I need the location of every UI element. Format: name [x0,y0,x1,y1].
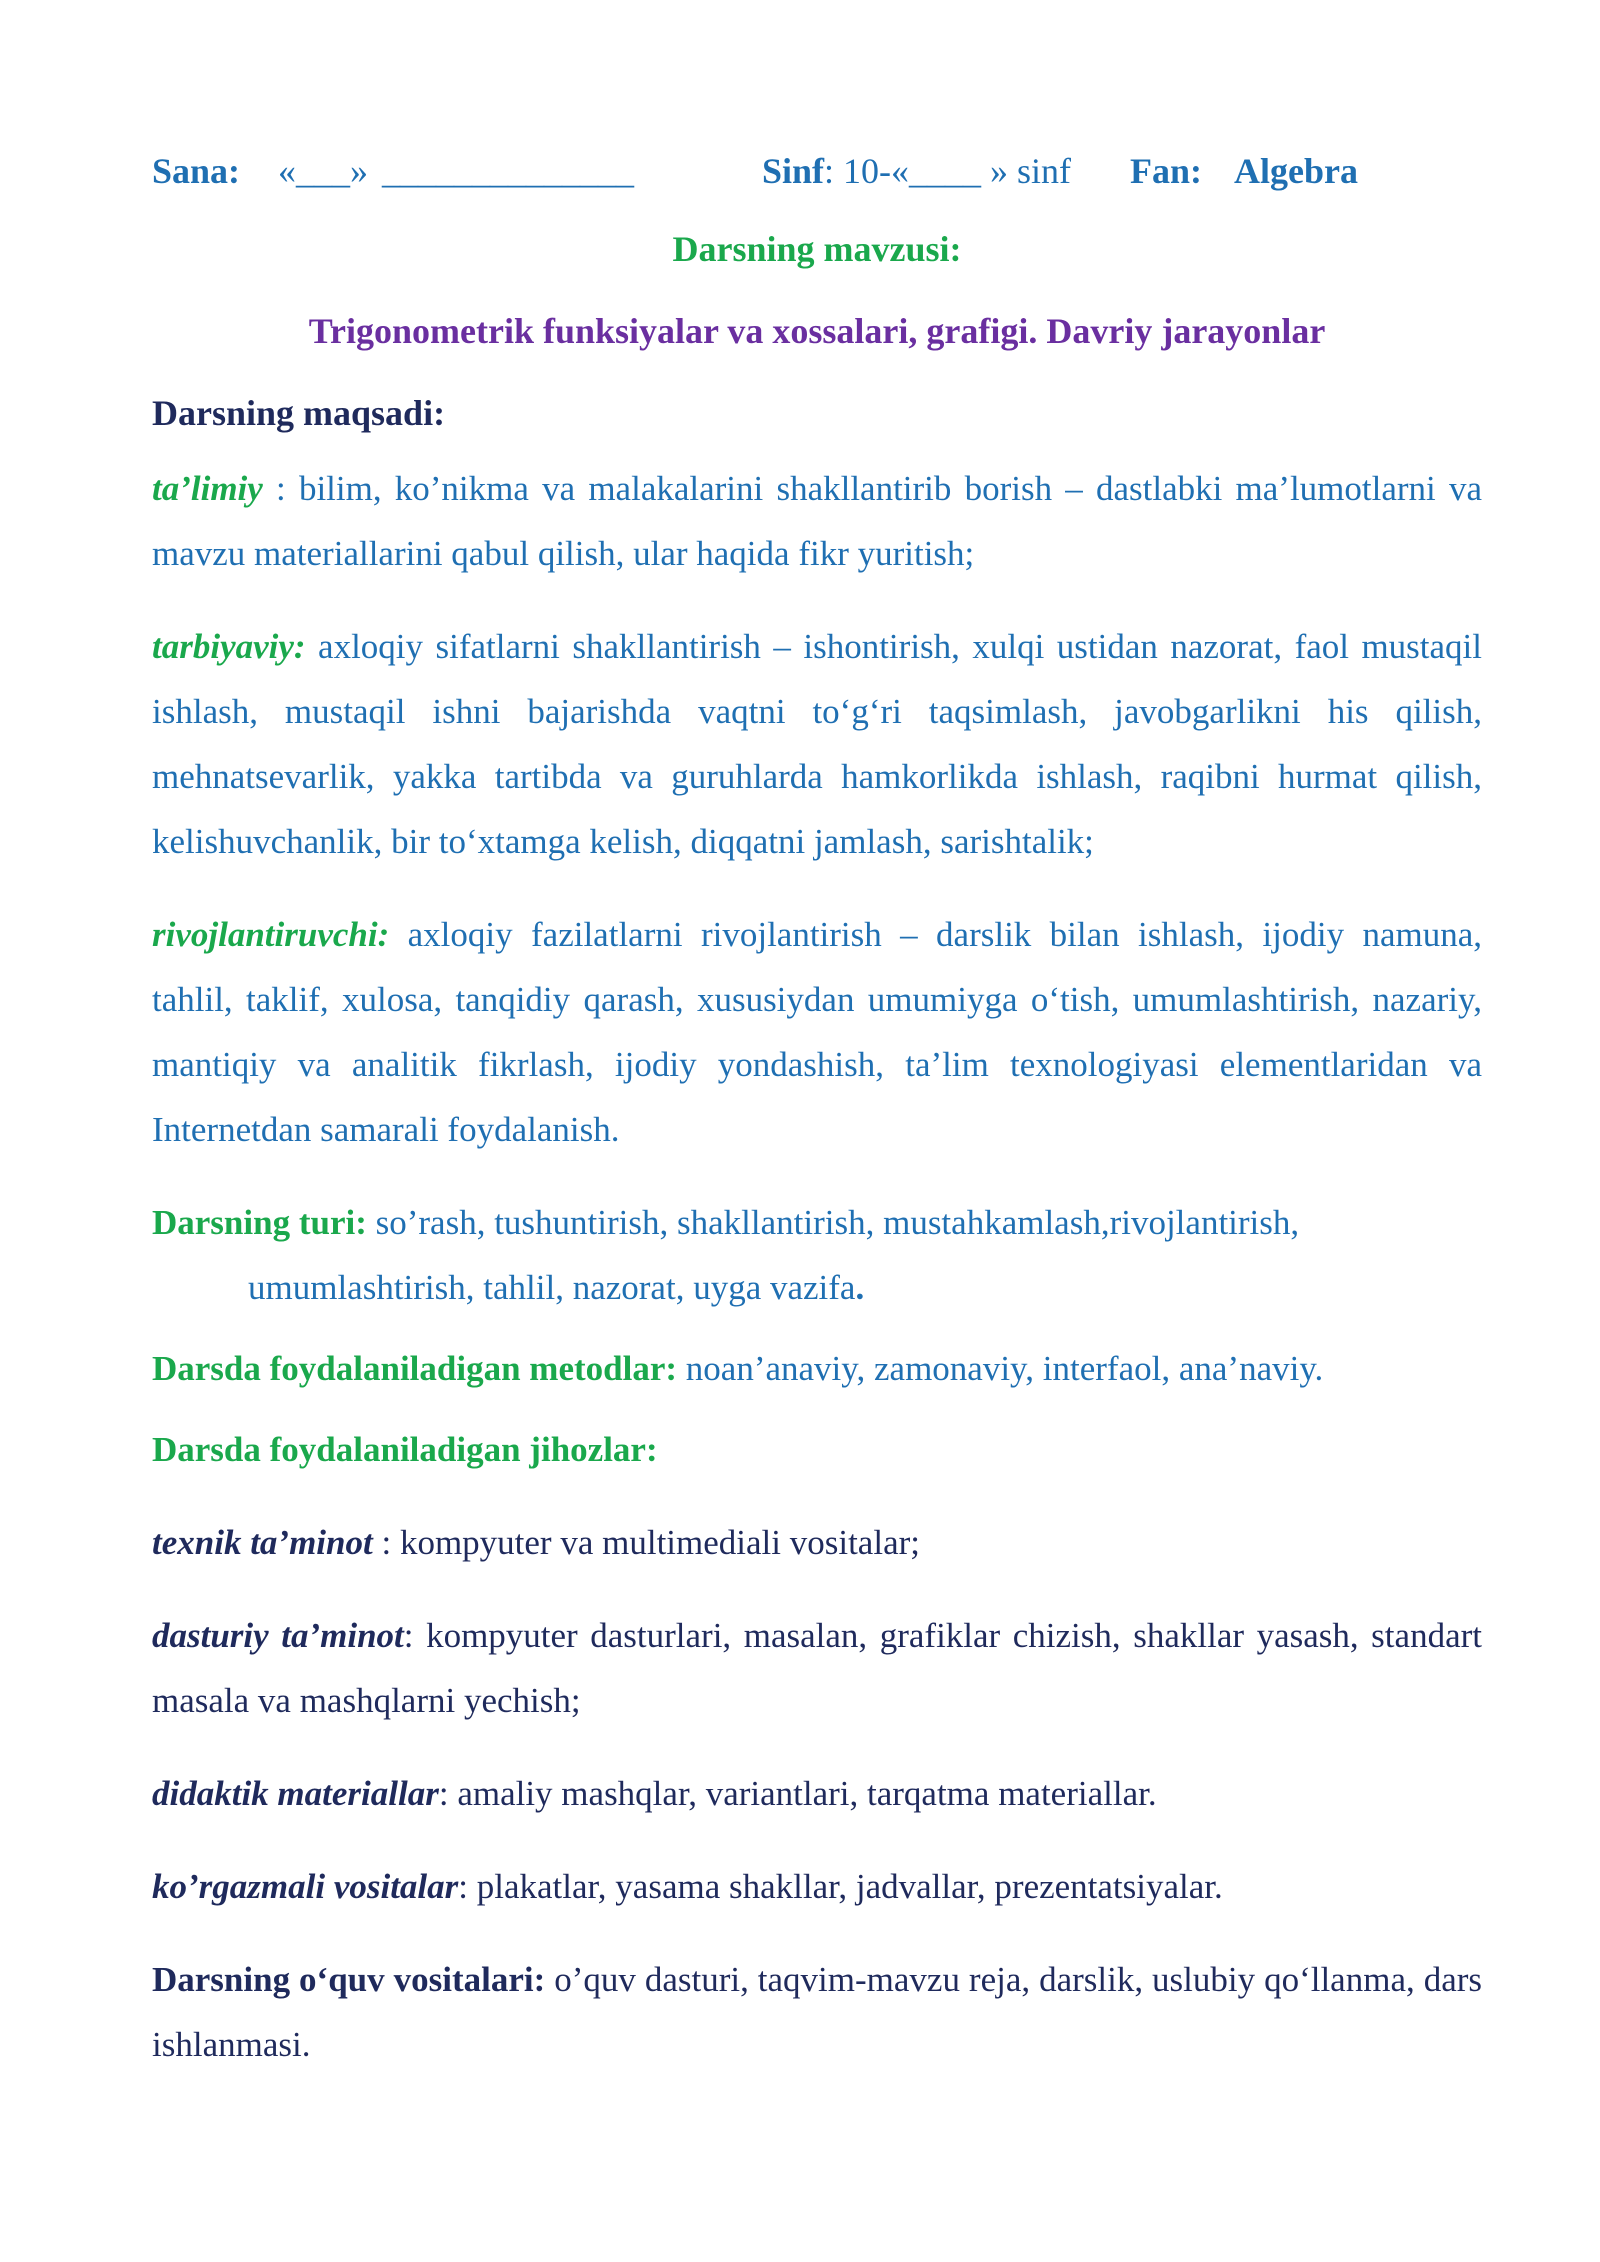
equipment-sep: : [372,1523,400,1562]
goal-label: tarbiyaviy: [152,627,306,666]
equipment-sep: : [438,1774,458,1813]
sinf-field [762,150,1130,192]
equipment-korgazmali [152,1854,1482,1919]
equipment-texnik [152,1510,1482,1575]
sinf-value: : 10-«____ » sinf [824,151,1072,191]
methods-text: noan’anaviy, zamonaviy, interfaol, ana’naviy. [677,1349,1324,1388]
equipment-heading [152,1417,1482,1482]
goal-sep [306,627,318,666]
equipment-text: kompyuter dasturlari, masalan, grafiklar chizish, shakllar yasash, standart masala va mashqlarni yechish; [152,1616,1482,1720]
topic-heading: Darsning mavzusi: [672,229,962,269]
methods-label: Darsda foydalaniladigan metodlar: [152,1349,678,1388]
fan-label: Fan: [1130,151,1202,191]
goal-sep: : [262,469,299,508]
equipment-dasturiy [152,1603,1482,1733]
equipment-text: plakatlar, yasama shakllar, jadvallar, prezentatsiyalar. [476,1867,1223,1906]
goal-label: rivojlantiruvchi: [152,915,390,954]
goals-heading: Darsning maqsadi: [152,393,446,433]
study-tools [152,1947,1482,2077]
equipment-sep: : [458,1867,477,1906]
sana-quote: «___» [278,151,368,191]
goal-label: ta’limiy [152,469,263,508]
lesson-type-label: Darsning turi: [152,1203,367,1242]
study-tools-label: Darsning o‘quv vositalari: [152,1960,546,1999]
equipment-label: dasturiy ta’minot [152,1616,404,1655]
lesson-type-line1: so’rash, tushuntirish, shakllantirish, mustahkamlash,rivojlantirish, [366,1203,1300,1242]
goal-text: axloqiy sifatlarni shakllantirish – ishontirish, xulqi ustidan nazorat, faol mustaqil ishlash, mustaqil ishni bajarishda vaqtni to‘g‘ri taqsimlash, javobgarlikni his qilish, mehnatsevarlik, yakka tartibda va guruhlarda hamkorlikda ishlash, raqibni hurmat qilish, kelishuvchanlik, bir to‘xtamga kelish, diqqatni jamlash, sarishtalik; [152,627,1482,861]
goal-sep [389,915,407,954]
topic-title: Trigonometrik funksiyalar va xossalari, grafigi. Davriy jarayonlar [308,311,1326,351]
equipment-label: ko’rgazmali vositalar [152,1867,459,1906]
equipment-label: texnik ta’minot [152,1523,373,1562]
equipment-didaktik [152,1761,1482,1826]
equipment-text: amaliy mashqlar, variantlari, tarqatma materiallar. [457,1774,1157,1813]
goal-text: axloqiy fazilatlarni rivojlantirish – darslik bilan ishlash, ijodiy namuna, tahlil, taklif, xulosa, tanqidiy qarash, xususiydan umumiyga o‘tish, umumlashtirish, nazariy, mantiqiy va analitik fikrlash, ijodiy yondashish, ta’lim texnologiyasi elementlaridan va Internetdan samarali foydalanish. [152,915,1483,1149]
goal-tarbiyaviy [152,614,1482,874]
equipment-sep: : [403,1616,427,1655]
header-line [152,150,1482,202]
equipment-label: didaktik materiallar [152,1774,439,1813]
sana-blank: ______________ [382,151,634,191]
lesson-type-line2: umumlashtirish, tahlil, nazorat, uyga vazifa [248,1268,856,1307]
study-tools-text: o’quv dasturi, taqvim-mavzu reja, darslik, uslubiy qo‘llanma, dars ishlanmasi. [152,1960,1483,2064]
lesson-type [152,1190,1482,1320]
sana-label: Sana: [152,151,241,191]
equipment-heading-text: Darsda foydalaniladigan jihozlar: [152,1430,658,1469]
sinf-label: Sinf [762,151,825,191]
goal-talimiy [152,456,1482,586]
goal-text: bilim, ko’nikma va malakalarini shakllantirib borish – dastlabki ma’lumotlarni va mavzu materiallarini qabul qilish, ular haqida fikr yuritish; [152,469,1482,573]
methods [152,1336,1482,1401]
equipment-text: kompyuter va multimediali vositalar; [399,1523,920,1562]
fan-value: Algebra [1234,151,1358,191]
goal-rivojlantiruvchi [152,902,1482,1162]
lesson-type-end: . [855,1268,865,1307]
